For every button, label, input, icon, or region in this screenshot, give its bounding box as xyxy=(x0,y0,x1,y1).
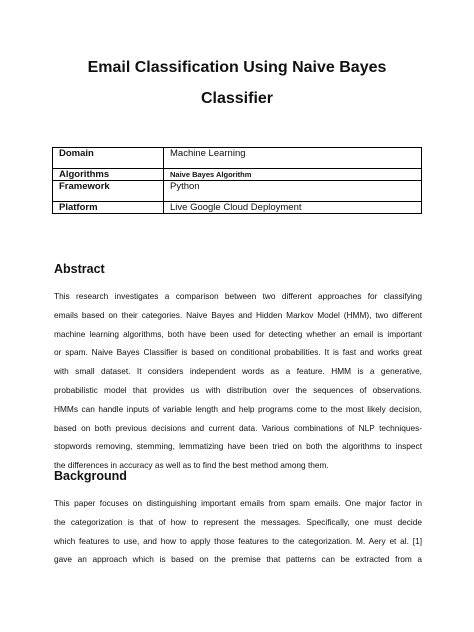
title-line-2: Classifier xyxy=(200,90,274,107)
abstract-line: machine learning algorithms, both have been used for detecting whether an email is important xyxy=(54,328,422,339)
abstract-line: emails based on their categories. Naive Bayes and Hidden Markov Model (HMM), two different xyxy=(54,309,422,320)
background-line: gave an approach which is based on the premise that patterns can be extracted from a xyxy=(54,554,422,565)
table-key-algorithms: Algorithms xyxy=(53,169,164,181)
document-title xyxy=(50,52,424,114)
table-key-platform: Platform xyxy=(53,202,164,214)
table-row xyxy=(53,148,422,169)
background-line: This paper focuses on distinguishing important emails from spam emails. One major factor in xyxy=(54,498,422,508)
abstract-line: the differences in accuracy as well as to find the best method among them. xyxy=(54,460,329,471)
abstract-line: or spam. Naive Bayes Classifier is based on conditional probabilities. It is fast and works great xyxy=(54,347,422,358)
table-row xyxy=(53,202,422,214)
abstract-line: HMMs can handle inputs of variable length and help programs come to the most likely decision, xyxy=(54,403,422,414)
table-value-domain: Machine Learning xyxy=(164,148,422,169)
title-line-1: Email Classification Using Naive Bayes xyxy=(87,59,387,76)
background-paragraph xyxy=(54,494,422,569)
background-line: which features to use, and how to apply those features to the categorization. M. Aery et al. [1] xyxy=(54,535,422,546)
background-line: the categorization is that of how to represent the messages. Specifically, one must decide xyxy=(54,516,422,527)
table-value-algorithms: Naive Bayes Algorithm xyxy=(164,169,422,181)
abstract-line: This research investigates a comparison between two different approaches for classifying xyxy=(54,291,422,301)
table-value-framework: Python xyxy=(164,181,422,202)
project-info-table xyxy=(52,147,422,214)
abstract-heading: Abstract xyxy=(54,262,105,276)
abstract-line: based on both previous decisions and current data. Various combinations of NLP techniques- xyxy=(54,422,422,433)
abstract-line: with small dataset. It considers independent words as a feature. HMM is a generative, xyxy=(54,366,422,377)
abstract-line: probabilistic model that provides us with distribution over the sequences of observations. xyxy=(54,384,422,395)
table-value-platform: Live Google Cloud Deployment xyxy=(164,202,422,214)
table-row xyxy=(53,181,422,202)
background-heading: Background xyxy=(54,469,127,483)
table-key-framework: Framework xyxy=(53,181,164,202)
abstract-paragraph xyxy=(54,287,422,475)
table-row xyxy=(53,169,422,181)
abstract-line: stopwords removing, stemming, lemmatizing have been tried on both the algorithms to inspect xyxy=(54,441,422,452)
table-key-domain: Domain xyxy=(53,148,164,169)
